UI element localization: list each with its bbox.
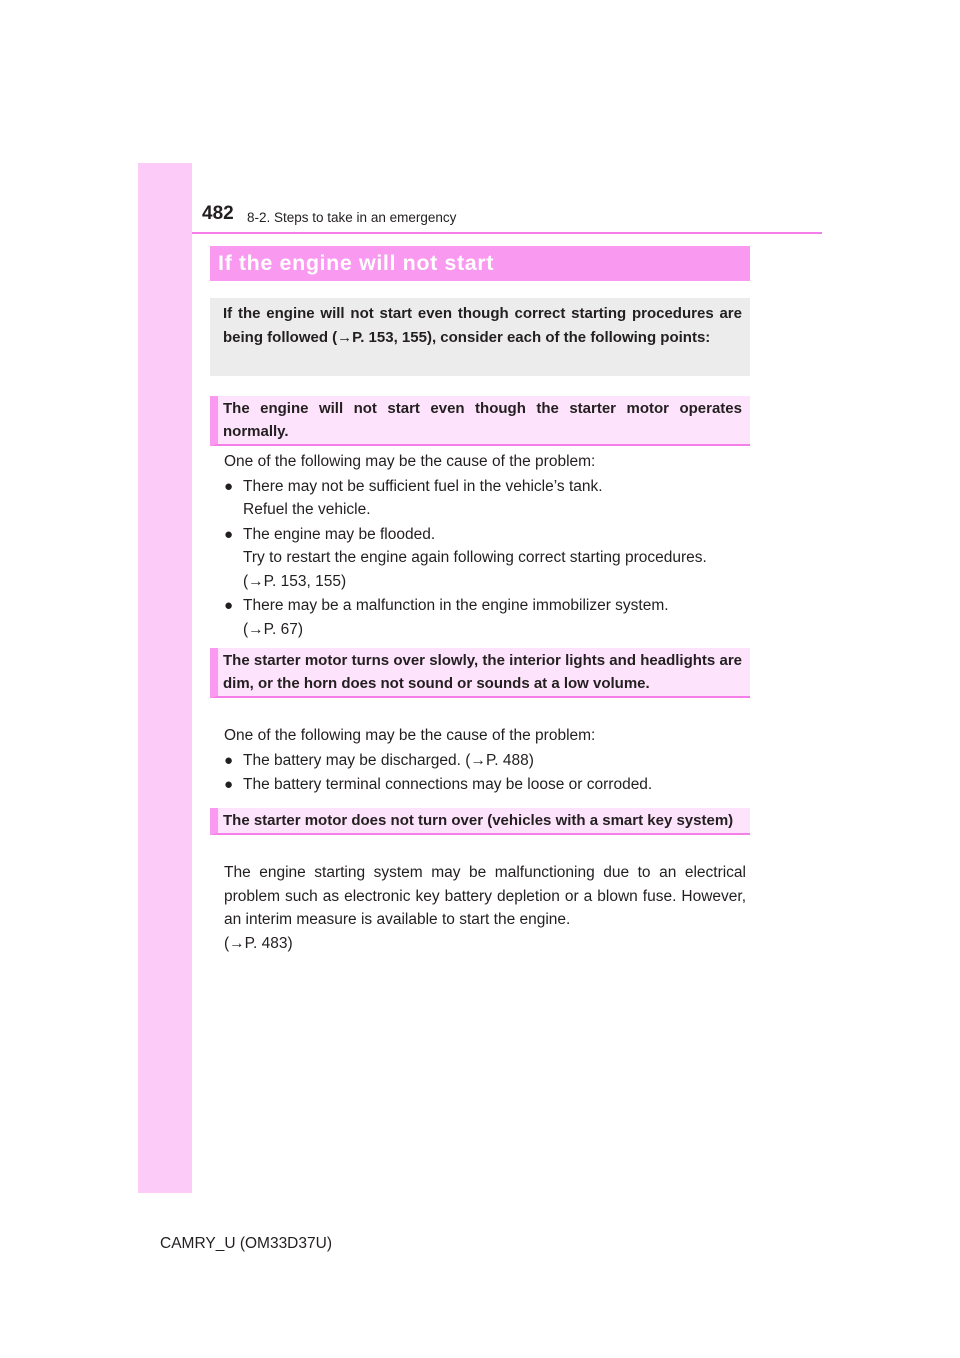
page-reference-link[interactable]: (→P. 153, 155) [243, 572, 347, 590]
bullet-text: The battery terminal connections may be loose or corroded. [243, 776, 653, 793]
lead-text: One of the following may be the cause of the problem: [224, 453, 596, 470]
list-item [224, 749, 746, 773]
bullet-subtext: Try to restart the engine again following correct starting procedures. [243, 549, 707, 566]
lead-text: One of the following may be the cause of the problem: [224, 727, 596, 744]
subheading-starter-normal: The engine will not start even though the starter motor operates normally. [210, 396, 750, 446]
section-title: 8-2. Steps to take in an emergency [247, 210, 457, 225]
chapter-side-tab [138, 163, 192, 1193]
bullet-text: There may be a malfunction in the engine immobilizer system. [243, 597, 669, 614]
bullet-subtext: Refuel the vehicle. [243, 501, 371, 518]
page-reference-link[interactable]: (→P. 483) [224, 934, 293, 952]
bullet-text: The battery may be discharged. (→P. 488) [243, 751, 534, 769]
list-item [224, 523, 746, 594]
bullet-icon: ● [224, 751, 234, 769]
subheading-starter-slow: The starter motor turns over slowly, the interior lights and headlights are dim, or the horn does not sound or sounds at a low volume. [210, 648, 750, 698]
section-body-starter-slow [224, 724, 746, 797]
section-body-starter-no-turn [224, 861, 746, 955]
bullet-text: There may not be sufficient fuel in the vehicle’s tank. [243, 477, 603, 495]
subheading-starter-no-turn: The starter motor does not turn over (vehicles with a smart key system) [210, 808, 750, 835]
bullet-icon: ● [224, 525, 234, 543]
list-item [224, 773, 746, 797]
section-body-starter-normal [224, 450, 746, 641]
list-item [224, 594, 746, 641]
list-item [224, 475, 746, 522]
document-footer: CAMRY_U (OM33D37U) [160, 1235, 332, 1252]
intro-box: If the engine will not start even though correct starting procedures are being followed (→P. 153, 155), consider each of the following points: [210, 298, 750, 376]
page-number: 482 [202, 203, 234, 224]
page-reference-link[interactable]: (→P. 67) [243, 620, 304, 638]
bullet-icon: ● [224, 477, 234, 495]
bullet-icon: ● [224, 597, 234, 614]
header-rule [192, 232, 822, 234]
main-heading: If the engine will not start [210, 246, 750, 281]
bullet-icon: ● [224, 776, 234, 793]
bullet-text: The engine may be flooded. [243, 525, 436, 543]
body-text: The engine starting system may be malfunctioning due to an electrical problem such as electronic key battery depletion or a blown fuse. However, an interim measure is available to start the engine. [224, 864, 746, 928]
